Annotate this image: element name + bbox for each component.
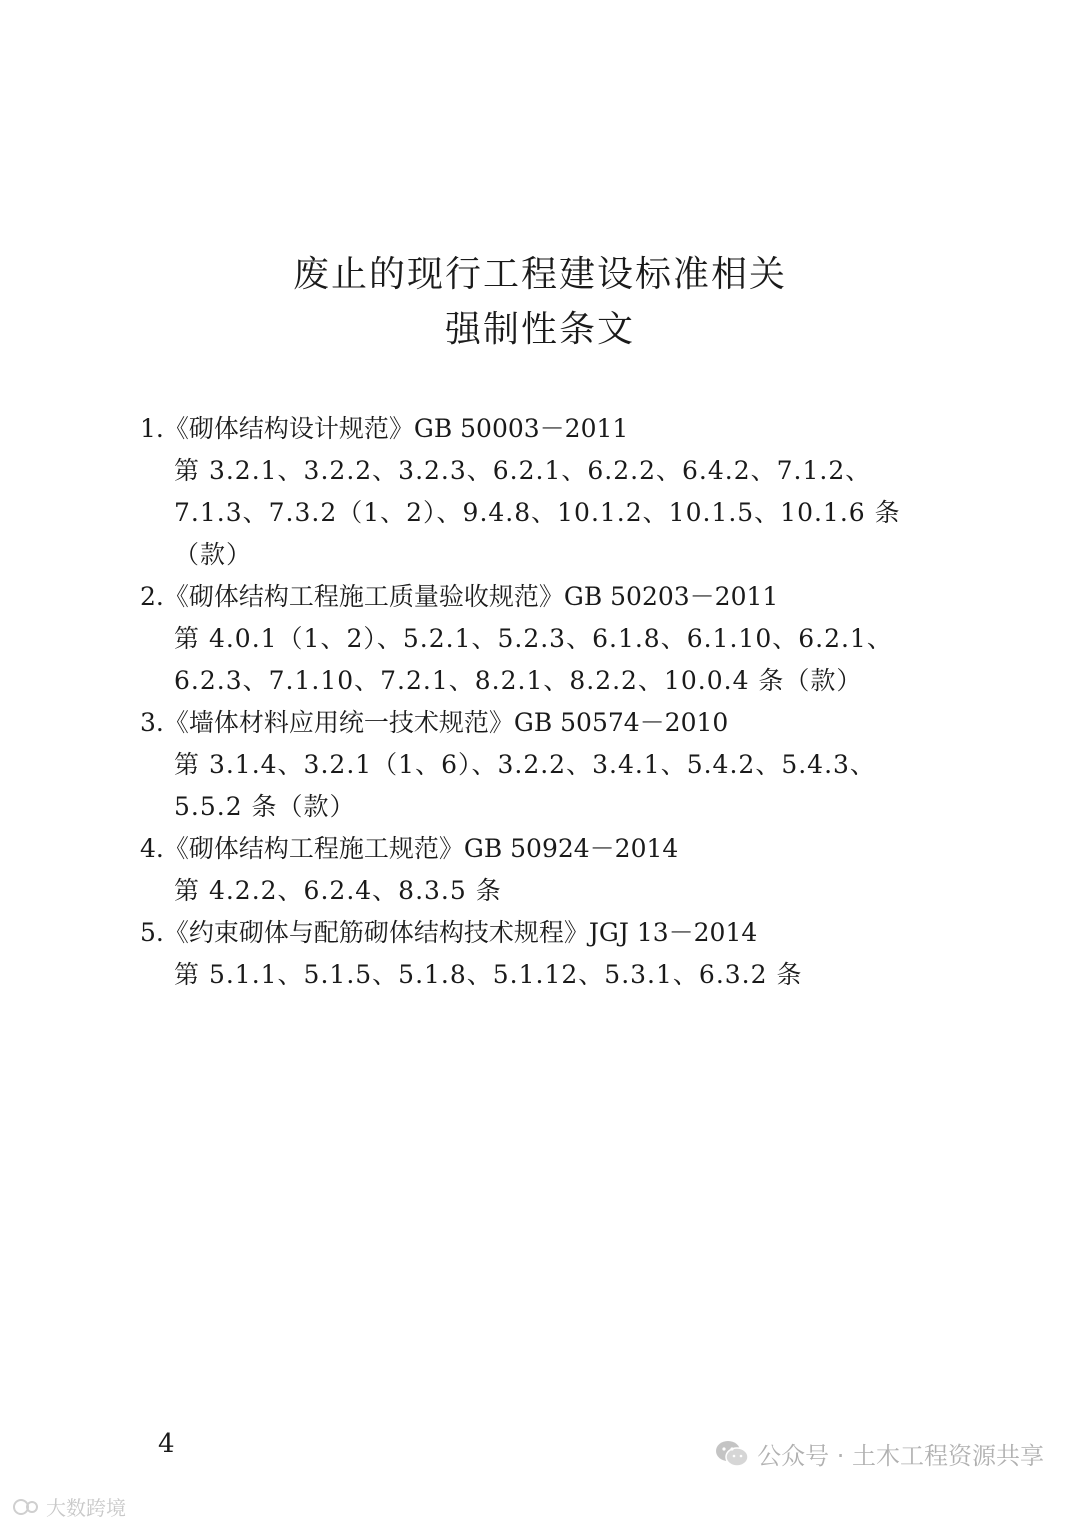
list-item	[140, 912, 940, 996]
document-title-line-1: 废止的现行工程建设标准相关	[292, 254, 787, 295]
watermark	[715, 1436, 1044, 1471]
corner-watermark	[12, 1492, 126, 1521]
entry-title: 2.《砌体结构工程施工质量验收规范》GB 50203－2011	[140, 582, 779, 611]
entry-clauses: （款）	[174, 540, 253, 569]
wechat-icon	[715, 1439, 749, 1469]
entry-title: 3.《墙体材料应用统一技术规范》GB 50574－2010	[140, 708, 729, 737]
entry-clauses: 第 3.2.1、3.2.2、3.2.3、6.2.1、6.2.2、6.4.2、7.1.2、	[174, 456, 872, 485]
entry-clauses: 第 4.0.1（1、2）、5.2.1、5.2.3、6.1.8、6.1.10、6.2.1、	[174, 624, 893, 653]
entry-title: 5.《约束砌体与配筋砌体结构技术规程》JGJ 13－2014	[140, 918, 758, 947]
page-number: 4	[158, 1429, 175, 1459]
list-item	[140, 576, 940, 702]
entry-clauses: 第 4.2.2、6.2.4、8.3.5 条	[174, 876, 502, 905]
logo-icon	[12, 1495, 42, 1519]
entry-clauses: 7.1.3、7.3.2（1、2）、9.4.8、10.1.2、10.1.5、10.1.6 条	[174, 498, 901, 527]
standards-list	[140, 408, 940, 996]
watermark-text: 公众号 · 土木工程资源共享	[757, 1442, 1044, 1470]
corner-watermark-text: 大数跨境	[46, 1496, 126, 1520]
entry-clauses: 5.5.2 条（款）	[174, 792, 356, 821]
entry-clauses: 6.2.3、7.1.10、7.2.1、8.2.1、8.2.2、10.0.4 条（款）	[174, 666, 863, 695]
list-item	[140, 702, 940, 828]
list-item	[140, 408, 940, 576]
document-title-line-2: 强制性条文	[444, 309, 635, 350]
list-item	[140, 828, 940, 912]
entry-title: 1.《砌体结构设计规范》GB 50003－2011	[140, 414, 629, 443]
entry-clauses: 第 3.1.4、3.2.1（1、6）、3.2.2、3.4.1、5.4.2、5.4.3、	[174, 750, 876, 779]
entry-title: 4.《砌体结构工程施工规范》GB 50924－2014	[140, 834, 679, 863]
entry-clauses: 第 5.1.1、5.1.5、5.1.8、5.1.12、5.3.1、6.3.2 条	[174, 960, 803, 989]
